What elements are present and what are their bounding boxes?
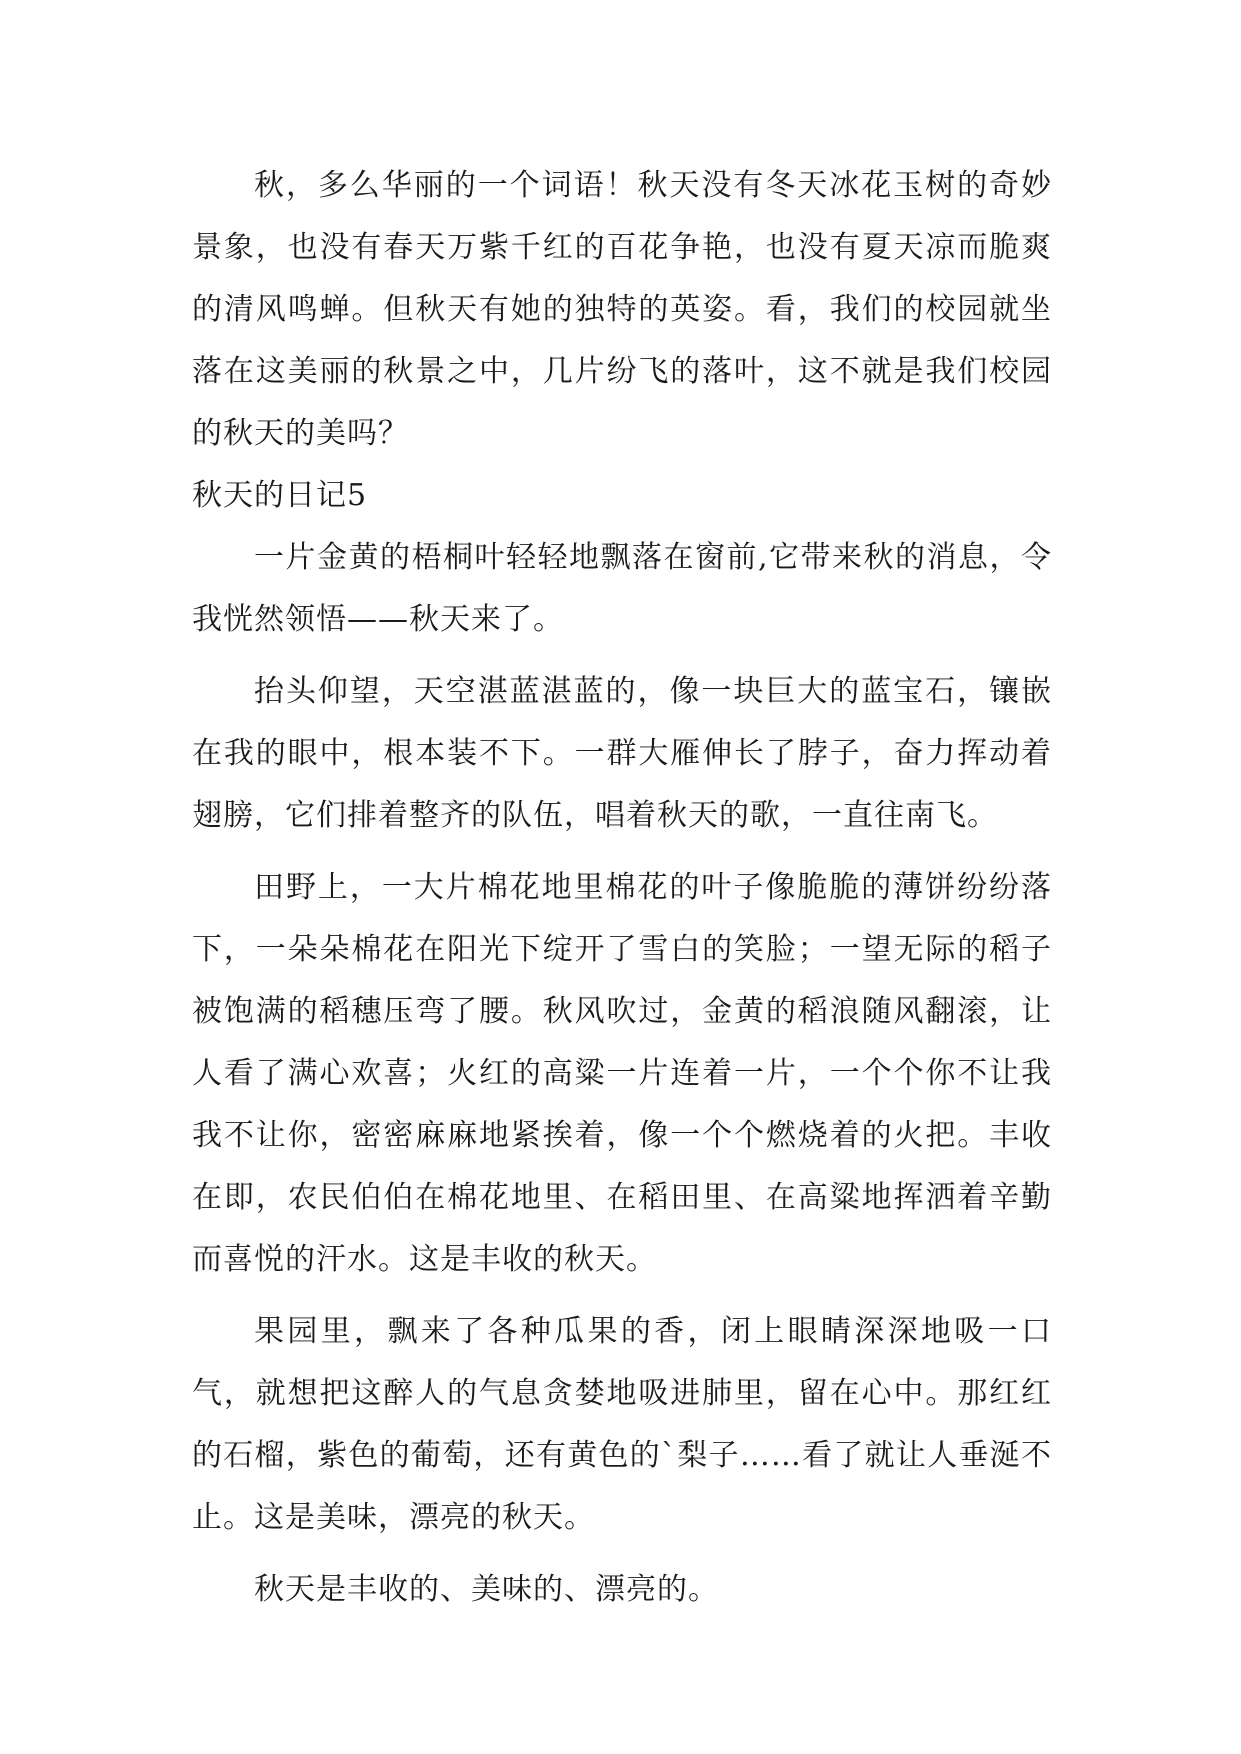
document-body (192, 155, 1052, 1621)
paragraph-intro: 秋，多么华丽的一个词语！秋天没有冬天冰花玉树的奇妙景象，也没有春天万紫千红的百花争艳，也没有夏天凉而脆爽的清风鸣蝉。但秋天有她的独特的英姿。看，我们的校园就坐落在这美丽的秋景之中，几片纷飞的落叶，这不就是我们校园的秋天的美吗？ (192, 168, 1052, 451)
paragraph-sky: 抬头仰望，天空湛蓝湛蓝的，像一块巨大的蓝宝石，镶嵌在我的眼中，根本装不下。一群大雁伸长了脖子，奋力挥动着翅膀，它们排着整齐的队伍，唱着秋天的歌，一直往南飞。 (192, 674, 1052, 833)
paragraph-leaf: 一片金黄的梧桐叶轻轻地飘落在窗前,它带来秋的消息，令我恍然领悟——秋天来了。 (192, 540, 1052, 637)
paragraph-field: 田野上，一大片棉花地里棉花的叶子像脆脆的薄饼纷纷落下，一朵朵棉花在阳光下绽开了雪白的笑脸；一望无际的稻子被饱满的稻穗压弯了腰。秋风吹过，金黄的稻浪随风翻滚，让人看了满心欢喜；火红的高粱一片连着一片，一个个你不让我我不让你，密密麻麻地紧挨着，像一个个燃烧着的火把。丰收在即，农民伯伯在棉花地里、在稻田里、在高粱地挥洒着辛勤而喜悦的汗水。这是丰收的秋天。 (192, 870, 1052, 1277)
section-heading: 秋天的日记5 (192, 478, 368, 513)
paragraph-summary: 秋天是丰收的、美味的、漂亮的。 (254, 1572, 719, 1607)
paragraph-orchard: 果园里，飘来了各种瓜果的香，闭上眼睛深深地吸一口气，就想把这醉人的气息贪婪地吸进肺里，留在心中。那红红的石榴，紫色的葡萄，还有黄色的`梨子……看了就让人垂涎不止。这是美味，漂亮的秋天。 (192, 1314, 1052, 1535)
